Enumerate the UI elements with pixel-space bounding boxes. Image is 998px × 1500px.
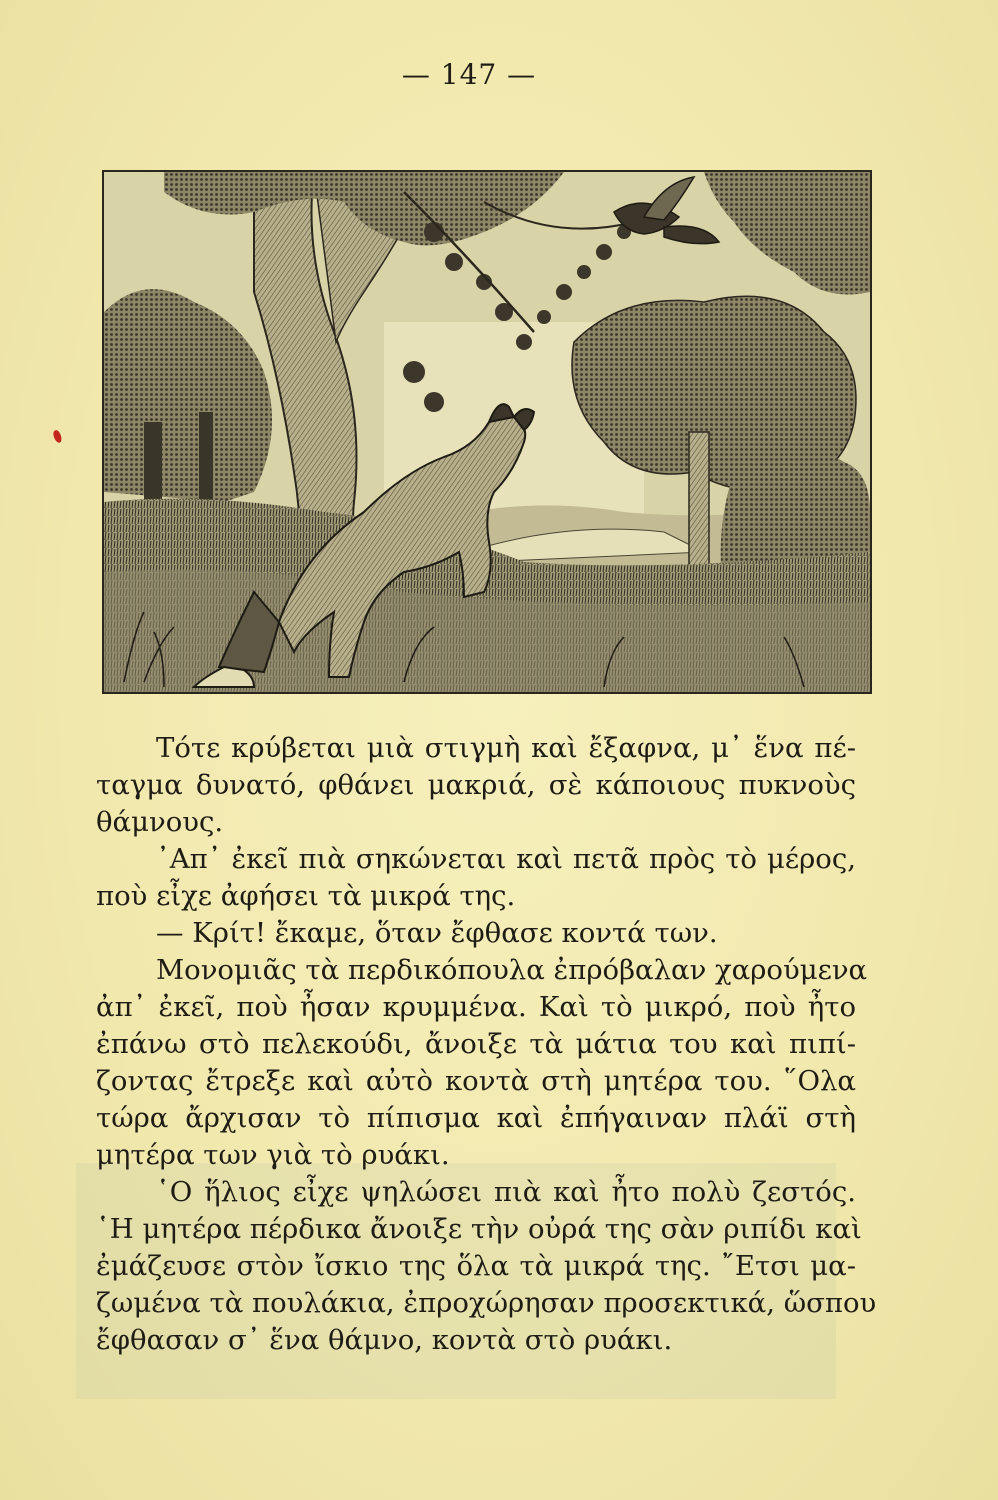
text-line: τώρα ἄρχισαν τὸ πίπισμα καὶ ἐπήγαιναν πλάϊ στὴ: [96, 1102, 856, 1134]
text-line: ταγμα δυνατό, φθάνει μακριά, σὲ κάποιους πυκνοὺς: [96, 769, 856, 801]
body-text: [96, 730, 877, 1359]
text-line: ᾽Απ᾽ ἐκεῖ πιὰ σηκώνεται καὶ πετᾶ πρὸς τὸ μέρος,: [156, 843, 856, 875]
paragraph: [96, 841, 856, 915]
text-line: Τότε κρύβεται μιὰ στιγμὴ καὶ ἔξαφνα, μ᾽ ἕνα πέ-: [156, 732, 856, 764]
text-line: ῾Ο ἥλιος εἶχε ψηλώσει πιὰ καὶ ἦτο πολὺ ζεστός.: [156, 1176, 856, 1208]
text-line: μητέρα των γιὰ τὸ ρυάκι.: [96, 1139, 450, 1171]
text-line: ἐμάζευσε στὸν ἴσκιο της ὅλα τὰ μικρά της. ῎Ετσι μα-: [96, 1250, 856, 1282]
text-line: ἐπάνω στὸ πελεκούδι, ἄνοιξε τὰ μάτια του καὶ πιπί-: [96, 1028, 856, 1060]
text-line: ζωμένα τὰ πουλάκια, ἐπροχώρησαν προσεκτικά, ὥσπου: [96, 1287, 877, 1319]
text-line: Μονομιᾶς τὰ περδικόπουλα ἐπρόβαλαν χαρούμενα: [156, 954, 868, 986]
text-line: ἔφθασαν σ᾽ ἕνα θάμνο, κοντὰ στὸ ρυάκι.: [96, 1324, 673, 1356]
paragraph: [96, 1174, 877, 1359]
text-line: ῾Η μητέρα πέρδικα ἄνοιξε τὴν οὐρά της σὰν ριπίδι καὶ: [96, 1213, 862, 1245]
paragraph: [96, 952, 868, 1174]
text-line: — Κρίτ! ἔκαμε, ὅταν ἔφθασε κοντά των.: [156, 917, 718, 949]
text-line: θάμνους.: [96, 806, 224, 838]
page-number: — 147 —: [401, 58, 537, 91]
text-line: ποὺ εἶχε ἀφήσει τὰ μικρά της.: [96, 880, 516, 912]
text-line: ζοντας ἔτρεξε καὶ αὐτὸ κοντὰ στὴ μητέρα του. ῞Ολα: [96, 1065, 856, 1097]
paragraph: [96, 730, 856, 841]
red-ink-mark: [52, 429, 63, 444]
paragraph: [96, 915, 856, 952]
fox-and-partridge-illustration: [102, 170, 872, 694]
text-line: ἀπ᾽ ἐκεῖ, ποὺ ἦσαν κρυμμένα. Καὶ τὸ μικρό, ποὺ ἦτο: [96, 991, 856, 1023]
